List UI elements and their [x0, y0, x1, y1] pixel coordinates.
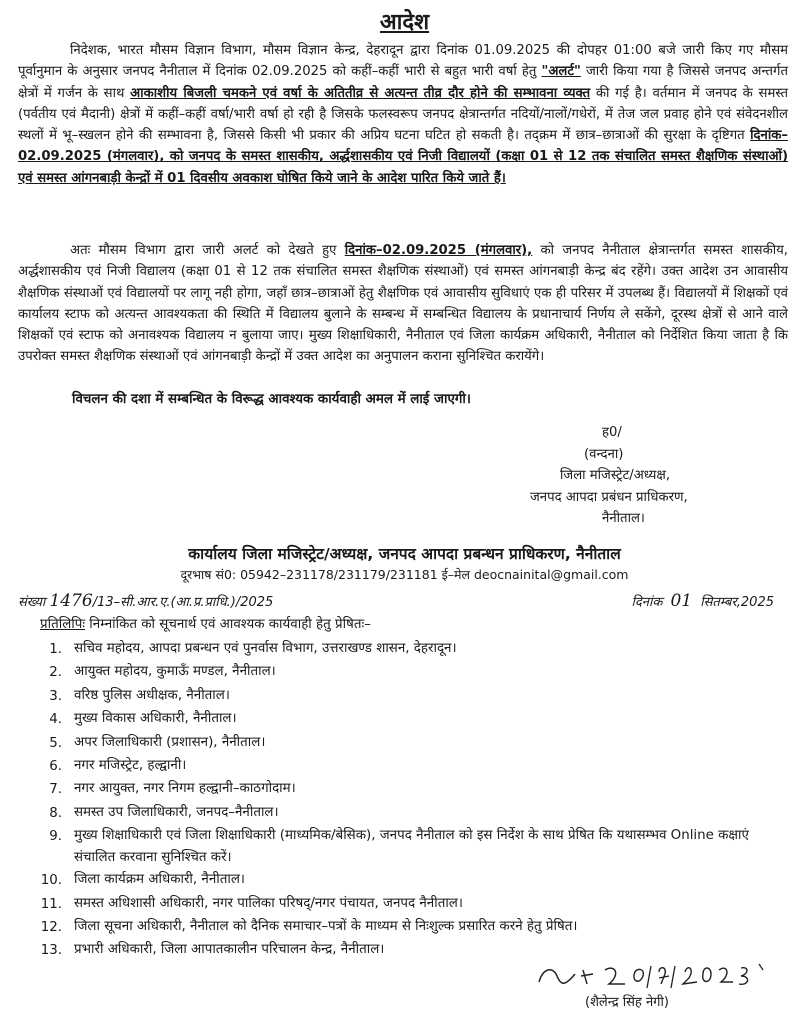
- recipient-text: अपर जिलाधिकारी (प्रशासन), नैनीताल।: [74, 734, 266, 750]
- para2-text-b: को जनपद नैनीताल क्षेत्रान्तर्गत समस्त शासकीय, अर्द्धशासकीय एवं निजी विद्यालय (कक्षा 01 से 12 तक संचालित समस्त शैक्षणिक संस्थाओं) एवं समस्त आंगनबाड़ी केन्द्र बंद रहेंगे। उक्त आदेश उन आवासीय शैक्षणिक संस्थाओं एवं विद्यालयों पर लागू नही होगा, जहाँ छात्र–छात्राओं हेतु शैक्षणिक एवं आवासीय सुविधाएं एक ही परिसर में उपलब्ध हैं। विद्यालयों में शिक्षकों एवं कार्यालय स्टाफ को अत्यन्त आवश्यकता की स्थिति में विद्यालय बुलाने के सम्बन्ध में सम्बन्धित विद्यालय के प्रधानाचार्य निर्णय ले सकेंगे, दूरस्थ क्षेत्रों से आने वाले शिक्षकों एवं स्टाफ को अनावश्यक विद्यालय न बुलाया जाए। मुख्य शिक्षाधिकारी, नैनीताल एवं जिला कार्यक्रम अधिकारी, नैनीताल को निर्देशित किया जाता है कि उपरोक्त समस्त शैक्षणिक संस्थाओं एवं आंगनबाड़ी केन्द्रों में उक्त आदेश का अनुपालन कराना सुनिश्चित करायेंगे।: [18, 243, 788, 365]
- copy-to-text: निम्नांकित को सूचनार्थ एवं आवश्यक कार्यवाही हेतु प्रेषितः–: [85, 617, 371, 632]
- recipient-item: [18, 661, 788, 684]
- closure-date-highlight: दिनांक–02.09.2025 (मंगलवार),: [344, 243, 533, 258]
- document-title: आदेश: [379, 10, 430, 35]
- signatory-designation: जिला मजिस्ट्रेट/अध्यक्ष,: [560, 468, 671, 483]
- date-label: दिनांक: [631, 595, 663, 610]
- recipient-number: 1.: [49, 642, 62, 657]
- recipient-number: 6.: [49, 759, 62, 775]
- office-heading: कार्यालय जिला मजिस्ट्रेट/अध्यक्ष, जनपद आपदा प्रबन्धन प्राधिकरण, नैनीताल: [188, 545, 621, 563]
- recipient-text: मुख्य शिक्षाधिकारी एवं जिला शिक्षाधिकारी (माध्यमिक/बेसिक), जनपद नैनीताल को इस निर्देश के साथ प्रेषित कि यथासम्भव Online कक्षाएं संचालित करवाना सुनिश्चित करें।: [74, 828, 749, 866]
- recipient-item: [18, 755, 788, 778]
- date-month-year: सितम्बर,2025: [700, 595, 774, 610]
- recipient-number: 12.: [40, 920, 62, 936]
- recipient-number: 13.: [40, 943, 62, 959]
- recipient-number: 10.: [40, 873, 62, 889]
- holiday-declaration-highlight: दिनांक–02.09.2025 (मंगलवार), को जनपद के समस्त शासकीय, अर्द्धशासकीय एवं निजी विद्यालयों (कक्षा 01 से 12 तक संचालित समस्त शैक्षणिक संस्थाओं) एवं समस्त आंगनबाड़ी केन्द्रों में 01 दिवसीय अवकाश घोषित किये जाने के आदेश पारित किये जाते हैं।: [18, 128, 788, 186]
- alert-keyword: "अलर्ट": [541, 64, 581, 80]
- signer-name: (शैलेन्द्र सिंह नेगी): [585, 995, 669, 1010]
- recipient-text: प्रभारी अधिकारी, जिला आपातकालीन परिचालन केन्द्र, नैनीताल।: [74, 942, 385, 958]
- para1-text-a: निदेशक, भारत मौसम विज्ञान विभाग, मौसम विज्ञान केन्द्र, देहरादून द्वारा दिनांक 01.09.2025 की दोपहर 01:00 बजे जारी किए गए मौसम पूर्वानुमान के अनुसार जनपद नैनीताल में दिनांक 02.09.2025 को कहीं–कहीं भारी से बहुत भारी वर्षा हेतु: [18, 43, 788, 80]
- recipient-text: समस्त अधिशासी अधिकारी, नगर पालिका परिषद्/नगर पंचायत, जनपद नैनीताल।: [74, 895, 463, 911]
- recipient-text: सचिव महोदय, आपदा प्रबन्धन एवं पुनर्वास विभाग, उत्तराखण्ड शासन, देहरादून।: [74, 641, 457, 656]
- reference-suffix: /13–सी.आर.ए.(आ.प्र.प्राधि.)/2025: [92, 595, 274, 610]
- signatory-authority: जनपद आपदा प्रबंधन प्राधिकरण,: [530, 489, 688, 505]
- recipient-number: 3.: [49, 688, 62, 704]
- recipient-text: जिला कार्यक्रम अधिकारी, नैनीताल।: [74, 872, 246, 888]
- weather-warning-highlight: आकाशीय बिजली चमकने एवं वर्षा के अतितीव्र से अत्यन्त तीव्र दौर होने की सम्भावना व्यक्त: [130, 85, 591, 101]
- office-contact: दूरभाष सं0: 05942–231178/231179/231181 ई–मेल deocnainital@gmail.com: [180, 567, 629, 582]
- copy-to-label: प्रतिलिपिः: [40, 617, 86, 632]
- para1-text-c: की गई है। वर्तमान में जनपद के समस्त (पर्वतीय एवं मैदानी) क्षेत्रों में कहीं–कहीं वर्षा/भारी वर्षा हो रही है जिसके फलस्वरूप जनपद क्षेत्रान्तर्गत नदियों/नालों/गधेरों, में तेज जल प्रवाह होने एवं संवेदनशील स्थलों में भू–स्खलन होने की सम्भावना है, जिससे किसी भी प्रकार की अप्रिय घटना घटित हो सकती है। तद्क्रम में छात्र–छात्राओं की सुरक्षा के दृष्टिगत: [18, 85, 788, 144]
- recipient-list: [18, 638, 788, 963]
- recipient-number: 7.: [49, 782, 62, 798]
- order-paragraph-1: [18, 40, 788, 189]
- date-day: 01: [670, 591, 693, 611]
- magistrate-signature-block: [530, 422, 780, 530]
- recipient-item: [18, 685, 788, 708]
- recipient-text: नगर मजिस्ट्रेट, हल्द्वानी।: [74, 758, 187, 774]
- recipient-item: [18, 893, 788, 916]
- non-compliance-warning: विचलन की दशा में सम्बन्धित के विरूद्ध आवश्यक कार्यवाही अमल में लाई जाएगी।: [72, 392, 471, 407]
- recipient-text: जिला सूचना अधिकारी, नैनीताल को दैनिक समाचार–पत्रों के माध्यम से निःशुल्क प्रसारित करने हेतु प्रेषित।: [74, 919, 578, 935]
- recipient-item: [18, 638, 788, 661]
- signed-mark: ह0/: [602, 425, 622, 440]
- recipient-text: समस्त उप जिलाधिकारी, जनपद–नैनीताल।: [74, 804, 279, 820]
- recipient-item: [18, 802, 788, 825]
- recipient-item: [18, 825, 788, 869]
- reference-line: [18, 591, 778, 611]
- recipient-number: 4.: [49, 712, 62, 728]
- recipient-item: [18, 778, 788, 801]
- reference-label: संख्या: [18, 595, 46, 610]
- recipient-item: [18, 939, 788, 962]
- para1-text-b: जारी किया गया है जिससे जनपद अन्तर्गत क्षेत्रों में गर्जन के साथ: [18, 64, 788, 101]
- recipient-number: 8.: [49, 805, 62, 821]
- recipient-item: [18, 732, 788, 755]
- recipient-text: नगर आयुक्त, नगर निगम हल्द्वानी–काठगोदाम।: [74, 781, 296, 797]
- recipient-number: 9.: [49, 829, 62, 845]
- signatory-location: नैनीताल।: [602, 511, 645, 526]
- recipient-number: 5.: [49, 735, 62, 751]
- reference-number: 1476: [49, 591, 93, 611]
- recipient-number: 2.: [49, 665, 62, 681]
- signatory-name: (वन्दना): [584, 446, 624, 462]
- recipient-number: 11.: [40, 896, 62, 912]
- recipient-item: [18, 916, 788, 939]
- para2-text-a: अतः मौसम विभाग द्वारा जारी अलर्ट को देखते हुए: [70, 243, 345, 258]
- recipient-item: [18, 708, 788, 731]
- handwritten-signature: [535, 962, 775, 990]
- recipient-text: मुख्य विकास अधिकारी, नैनीताल।: [74, 711, 237, 727]
- copy-to-heading: [40, 614, 371, 632]
- reference-date: [631, 591, 774, 611]
- recipient-text: आयुक्त महोदय, कुमाऊँ मण्डल, नैनीताल।: [74, 664, 276, 680]
- order-paragraph-2: [18, 240, 788, 368]
- recipient-text: वरिष्ठ पुलिस अधीक्षक, नैनीताल।: [74, 687, 230, 703]
- recipient-item: [18, 869, 788, 892]
